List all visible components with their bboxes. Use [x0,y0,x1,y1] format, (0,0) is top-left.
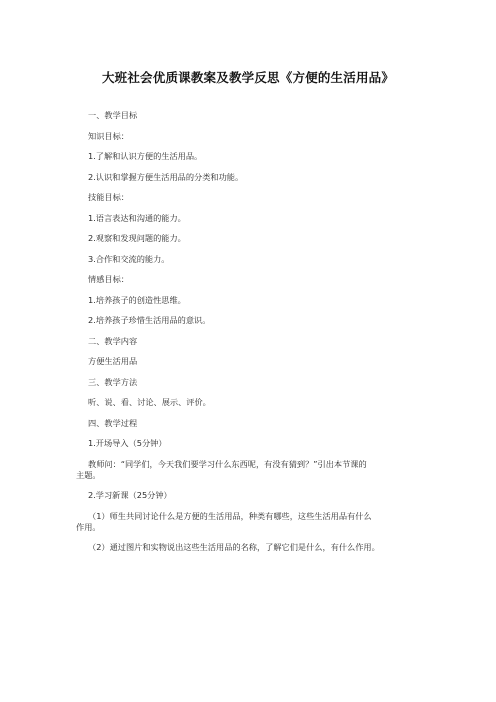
document-body [76,110,428,553]
list-item: 1.培养孩子的创造性思维。 [88,294,186,305]
section-heading: 一、教学目标 [88,110,138,120]
step-heading: 2.学习新课（25分钟） [88,490,172,500]
paragraph: 方便生活用品 [88,356,138,366]
section-heading: 三、教学方法 [88,376,138,387]
list-item: 3.合作和交流的能力。 [88,253,170,264]
document-title: 大班社会优质课教案及教学反思《方便的生活用品》 [101,70,395,85]
subsection-label: 知识目标： [88,130,129,141]
paragraph: 听、说、看、讨论、展示、评价。 [88,397,211,407]
paragraph-line: 作用。 [76,521,101,532]
section-heading: 四、教学过程 [88,417,138,428]
paragraph-line: （2）通过图片和实物说出这些生活用品的名称，了解它们是什么，有什么作用。 [88,542,380,552]
list-item: 1.语言表达和沟通的能力。 [88,212,186,223]
subsection-label: 技能目标： [88,192,129,202]
list-item: 2.培养孩子珍惜生活用品的意识。 [88,315,211,325]
list-item: 1.了解和认识方便的生活用品。 [88,151,203,161]
paragraph-line: （1）师生共同讨论什么是方便的生活用品，种类有哪些，这些生活用品有什么 [88,510,372,521]
paragraph-line: 教师问：“同学们，今天我们要学习什么东西呢，有没有猜到？”引出本节课的 [88,458,367,469]
list-item: 2.认识和掌握方便生活用品的分类和功能。 [88,171,244,182]
paragraph-line: 主题。 [76,469,101,480]
list-item: 2.观察和发现问题的能力。 [88,233,186,243]
section-heading: 二、教学内容 [88,335,138,346]
step-heading: 1.开场导入（5分钟） [88,438,167,448]
subsection-label: 情感目标： [88,274,129,284]
